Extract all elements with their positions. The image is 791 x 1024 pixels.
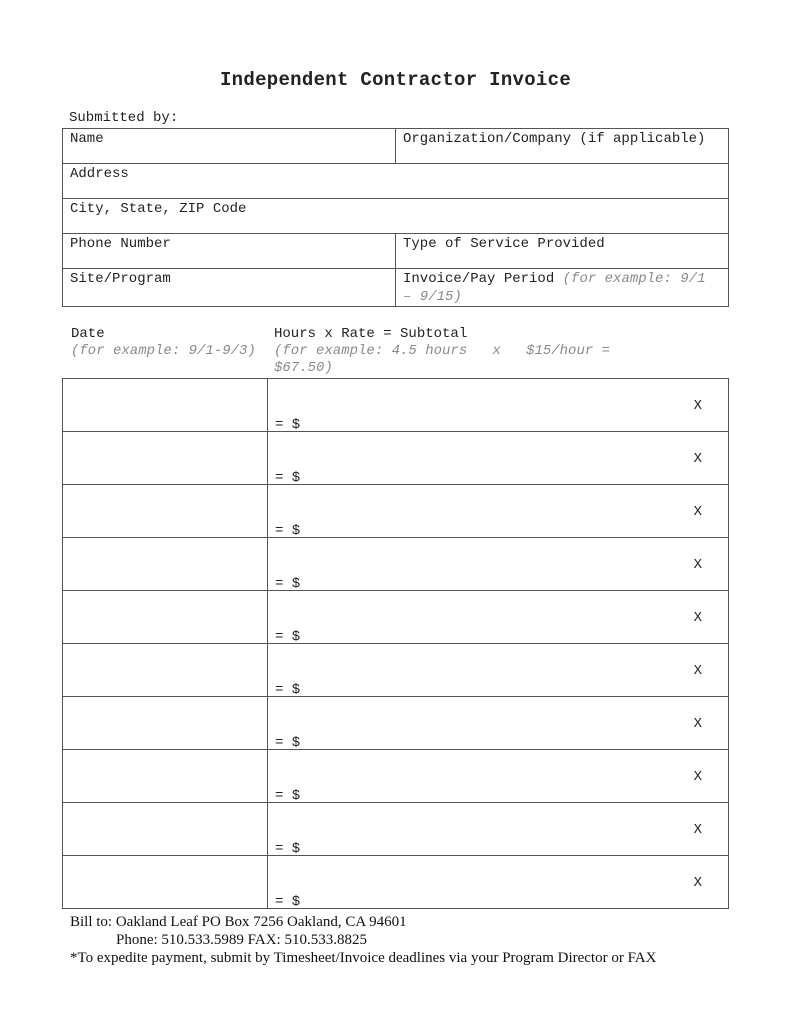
- name-field[interactable]: [63, 129, 396, 164]
- phone-fax-text: Phone: 510.533.5989 FAX: 510.533.8825: [116, 932, 367, 948]
- table-row: [63, 485, 729, 538]
- calc-column-header: [274, 326, 674, 377]
- calc-example: (for example: 4.5 hours x $15/hour = $67.50): [274, 343, 619, 376]
- subtotal-mark: = $: [275, 788, 301, 804]
- table-row: [63, 379, 729, 432]
- service-type-field[interactable]: [396, 234, 729, 269]
- site-program-field[interactable]: [63, 269, 396, 307]
- pay-period-example: (for example: 9/1 – 9/15): [403, 271, 706, 305]
- subtotal-mark: = $: [275, 841, 301, 857]
- subtotal-mark: = $: [275, 470, 301, 486]
- multiply-mark: X: [693, 769, 702, 785]
- contractor-info-table: [62, 128, 729, 307]
- multiply-mark: X: [693, 663, 702, 679]
- date-cell[interactable]: [63, 644, 268, 697]
- subtotal-mark: = $: [275, 417, 301, 433]
- address-field[interactable]: [63, 164, 729, 199]
- calc-cell[interactable]: [268, 750, 729, 803]
- subtotal-mark: = $: [275, 523, 301, 539]
- date-cell[interactable]: [63, 856, 268, 909]
- subtotal-mark: = $: [275, 576, 301, 592]
- multiply-mark: X: [693, 398, 702, 414]
- organization-field[interactable]: [396, 129, 729, 164]
- subtotal-mark: = $: [275, 682, 301, 698]
- pay-period-label: Invoice/Pay Period: [403, 271, 555, 287]
- calc-cell[interactable]: [268, 803, 729, 856]
- date-cell[interactable]: [63, 591, 268, 644]
- date-example: (for example: 9/1-9/3): [71, 343, 256, 359]
- calc-cell[interactable]: [268, 432, 729, 485]
- subtotal-mark: = $: [275, 894, 301, 910]
- date-cell[interactable]: [63, 697, 268, 750]
- page-title: Independent Contractor Invoice: [219, 69, 572, 91]
- calc-cell[interactable]: [268, 697, 729, 750]
- calc-cell[interactable]: [268, 379, 729, 432]
- name-label: Name: [70, 131, 104, 147]
- date-cell[interactable]: [63, 485, 268, 538]
- date-cell[interactable]: [63, 379, 268, 432]
- site-program-label: Site/Program: [70, 271, 171, 287]
- phone-field[interactable]: [63, 234, 396, 269]
- calc-cell[interactable]: [268, 485, 729, 538]
- address-label: Address: [70, 166, 129, 182]
- date-cell[interactable]: [63, 432, 268, 485]
- table-row: [63, 432, 729, 485]
- date-label: Date: [71, 326, 105, 342]
- table-row: [63, 644, 729, 697]
- multiply-mark: X: [693, 716, 702, 732]
- table-row: [63, 697, 729, 750]
- organization-label: Organization/Company (if applicable): [403, 131, 706, 147]
- multiply-mark: X: [693, 822, 702, 838]
- table-row: [63, 803, 729, 856]
- city-state-zip-field[interactable]: [63, 199, 729, 234]
- date-cell[interactable]: [63, 750, 268, 803]
- billing-footer: [70, 913, 656, 967]
- pay-period-field[interactable]: [396, 269, 729, 307]
- city-state-zip-label: City, State, ZIP Code: [70, 201, 247, 217]
- table-row: [63, 750, 729, 803]
- time-entry-table: [62, 378, 729, 909]
- calc-cell[interactable]: [268, 644, 729, 697]
- date-cell[interactable]: [63, 803, 268, 856]
- bill-to-text: Bill to: Oakland Leaf PO Box 7256 Oakland, CA 94601: [70, 914, 407, 930]
- calc-label: Hours x Rate = Subtotal: [274, 326, 468, 342]
- multiply-mark: X: [693, 610, 702, 626]
- table-row: [63, 538, 729, 591]
- calc-cell[interactable]: [268, 856, 729, 909]
- subtotal-mark: = $: [275, 735, 301, 751]
- submitted-by-label: Submitted by:: [69, 110, 179, 126]
- calc-cell[interactable]: [268, 538, 729, 591]
- phone-label: Phone Number: [70, 236, 171, 252]
- multiply-mark: X: [693, 451, 702, 467]
- multiply-mark: X: [693, 875, 702, 891]
- date-cell[interactable]: [63, 538, 268, 591]
- table-row: [63, 591, 729, 644]
- payment-note: *To expedite payment, submit by Timesheet/Invoice deadlines via your Program Director or FAX: [70, 950, 657, 966]
- subtotal-mark: = $: [275, 629, 301, 645]
- table-row: [63, 856, 729, 909]
- multiply-mark: X: [693, 504, 702, 520]
- date-column-header: [71, 326, 261, 360]
- service-type-label: Type of Service Provided: [403, 236, 605, 252]
- calc-cell[interactable]: [268, 591, 729, 644]
- multiply-mark: X: [693, 557, 702, 573]
